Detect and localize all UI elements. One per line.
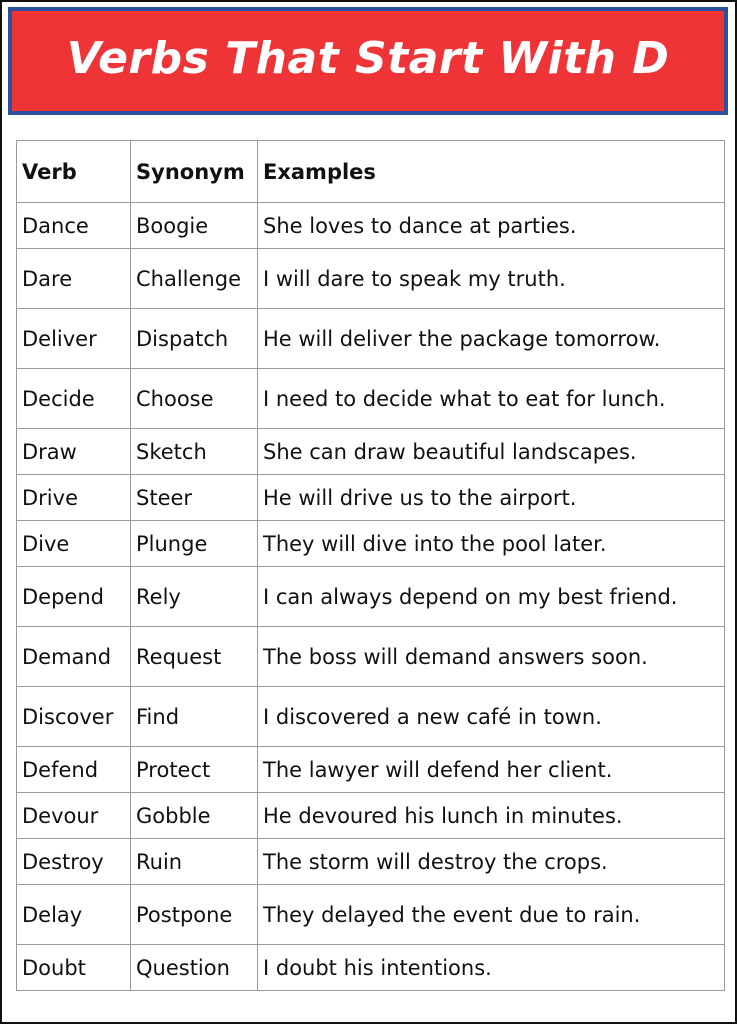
table-row <box>17 429 725 475</box>
synonym-cell: Challenge <box>131 249 258 309</box>
table-row <box>17 793 725 839</box>
verb-cell: Destroy <box>17 839 131 885</box>
title-banner <box>8 7 728 115</box>
table-row <box>17 309 725 369</box>
table-row <box>17 521 725 567</box>
synonym-cell: Boogie <box>131 203 258 249</box>
example-cell: He devoured his lunch in minutes. <box>258 793 725 839</box>
synonym-cell: Rely <box>131 567 258 627</box>
verbs-table <box>16 140 725 991</box>
example-cell: The lawyer will defend her client. <box>258 747 725 793</box>
verb-cell: Deliver <box>17 309 131 369</box>
table-header-row <box>17 141 725 203</box>
header-examples: Examples <box>258 141 725 203</box>
table-row <box>17 369 725 429</box>
verb-cell: Draw <box>17 429 131 475</box>
table-row <box>17 627 725 687</box>
synonym-cell: Steer <box>131 475 258 521</box>
table-row <box>17 475 725 521</box>
example-cell: The boss will demand answers soon. <box>258 627 725 687</box>
synonym-cell: Gobble <box>131 793 258 839</box>
synonym-cell: Request <box>131 627 258 687</box>
verb-cell: Defend <box>17 747 131 793</box>
verb-cell: Depend <box>17 567 131 627</box>
table-row <box>17 687 725 747</box>
verb-cell: Demand <box>17 627 131 687</box>
verb-cell: Discover <box>17 687 131 747</box>
example-cell: I can always depend on my best friend. <box>258 567 725 627</box>
example-cell: He will drive us to the airport. <box>258 475 725 521</box>
header-synonym: Synonym <box>131 141 258 203</box>
verb-cell: Decide <box>17 369 131 429</box>
verb-cell: Dive <box>17 521 131 567</box>
example-cell: She loves to dance at parties. <box>258 203 725 249</box>
example-cell: I doubt his intentions. <box>258 945 725 991</box>
verb-cell: Delay <box>17 885 131 945</box>
example-cell: I need to decide what to eat for lunch. <box>258 369 725 429</box>
synonym-cell: Dispatch <box>131 309 258 369</box>
table-row <box>17 249 725 309</box>
example-cell: They will dive into the pool later. <box>258 521 725 567</box>
table-row <box>17 839 725 885</box>
verb-cell: Doubt <box>17 945 131 991</box>
verb-cell: Dare <box>17 249 131 309</box>
synonym-cell: Plunge <box>131 521 258 567</box>
example-cell: I will dare to speak my truth. <box>258 249 725 309</box>
synonym-cell: Postpone <box>131 885 258 945</box>
verb-cell: Drive <box>17 475 131 521</box>
example-cell: I discovered a new café in town. <box>258 687 725 747</box>
table-row <box>17 567 725 627</box>
verb-cell: Devour <box>17 793 131 839</box>
table-row <box>17 747 725 793</box>
example-cell: The storm will destroy the crops. <box>258 839 725 885</box>
page-title: Verbs That Start With D <box>66 32 670 84</box>
example-cell: They delayed the event due to rain. <box>258 885 725 945</box>
synonym-cell: Sketch <box>131 429 258 475</box>
verb-cell: Dance <box>17 203 131 249</box>
table-row <box>17 945 725 991</box>
synonym-cell: Ruin <box>131 839 258 885</box>
synonym-cell: Question <box>131 945 258 991</box>
synonym-cell: Protect <box>131 747 258 793</box>
table-row <box>17 885 725 945</box>
example-cell: She can draw beautiful landscapes. <box>258 429 725 475</box>
synonym-cell: Choose <box>131 369 258 429</box>
table-row <box>17 203 725 249</box>
header-verb: Verb <box>17 141 131 203</box>
synonym-cell: Find <box>131 687 258 747</box>
example-cell: He will deliver the package tomorrow. <box>258 309 725 369</box>
